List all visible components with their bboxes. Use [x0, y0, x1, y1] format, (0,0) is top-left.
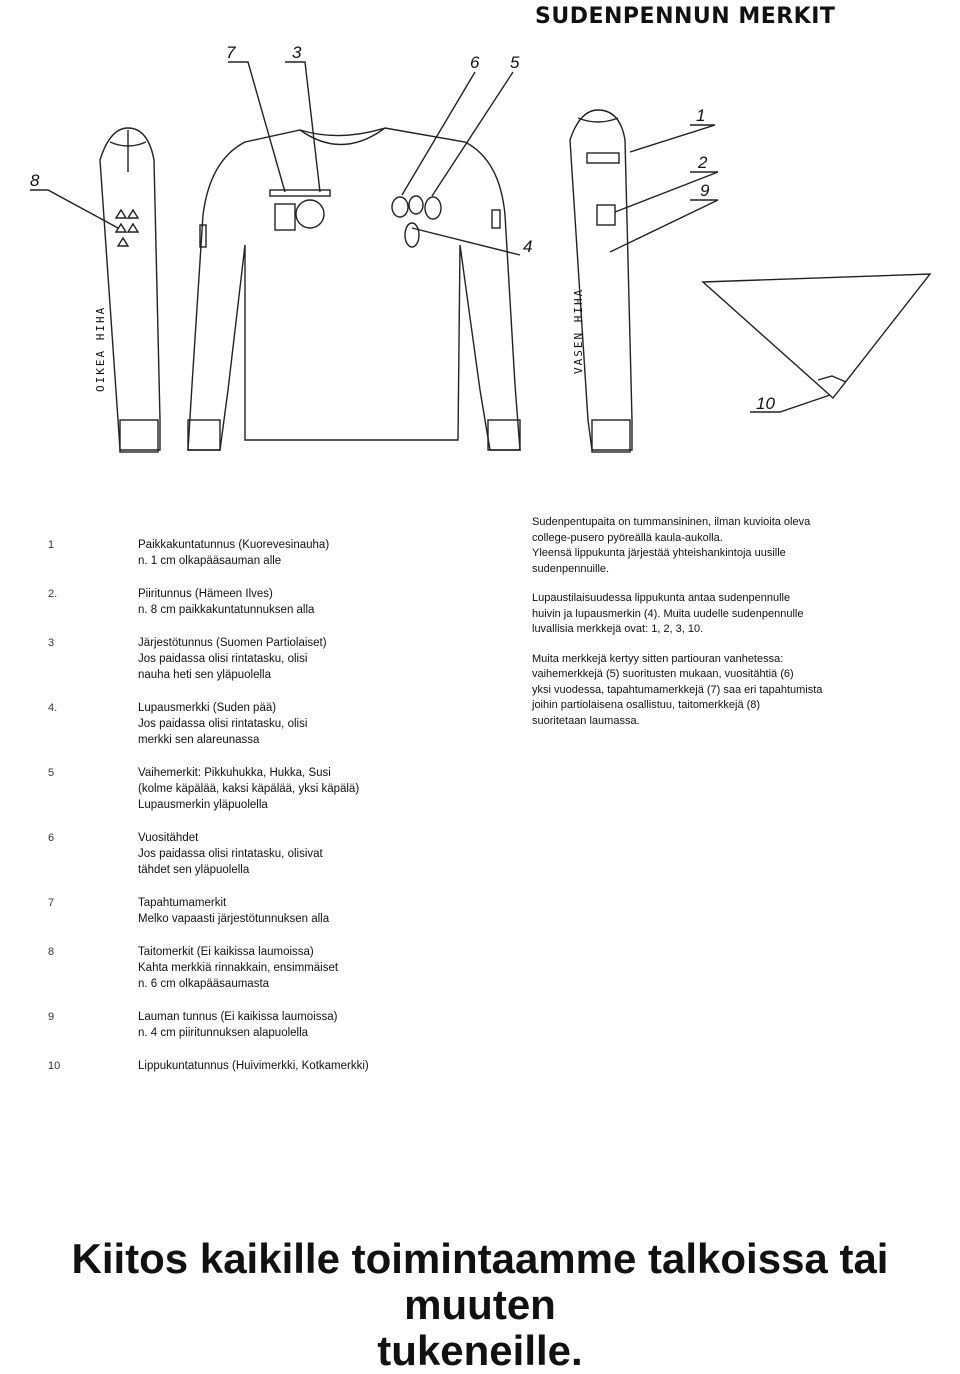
legend-item — [48, 537, 468, 569]
legend-text-line: Kahta merkkiä rinnakkain, ensimmäiset — [138, 962, 339, 974]
callout-7: 7 — [226, 43, 236, 62]
legend-item — [48, 635, 468, 683]
legend-text-line: n. 6 cm olkapääsaumasta — [138, 978, 270, 990]
legend-item — [48, 895, 468, 927]
legend-item — [48, 1009, 468, 1041]
legend-number: 1 — [48, 539, 55, 551]
legend-text-line: n. 8 cm paikkakuntatunnuksen alla — [138, 604, 315, 616]
note-line: Muita merkkejä kertyy sitten partiouran vanhetessa: — [532, 652, 784, 665]
callout-8: 8 — [30, 171, 40, 190]
legend-number: 8 — [48, 946, 55, 958]
callout-9: 9 — [700, 181, 710, 200]
note-paragraph — [532, 591, 932, 638]
callout-1: 1 — [696, 106, 706, 125]
callout-2: 2 — [698, 153, 708, 172]
legend-number: 2. — [48, 588, 58, 600]
legend-item — [48, 765, 468, 813]
legend-number: 3 — [48, 637, 55, 649]
page-title: SUDENPENNUN MERKIT — [535, 4, 836, 29]
legend-text-line: (kolme käpälää, kaksi käpälää, yksi käpälä) — [138, 783, 360, 795]
callout-3: 3 — [292, 43, 302, 62]
legend-text-line: Melko vapaasti järjestötunnuksen alla — [138, 913, 330, 925]
scarf-outline — [703, 274, 930, 398]
legend-text-line: Vuositähdet — [138, 832, 199, 844]
note-line: sudenpennuille. — [532, 562, 610, 575]
legend-text-line: Jos paidassa olisi rintatasku, olisivat — [138, 848, 323, 860]
legend-item — [48, 1058, 468, 1074]
legend-text-line: Lippukuntatunnus (Huivimerkki, Kotkamerkki) — [138, 1060, 369, 1072]
legend-text-line: Taitomerkit (Ei kaikissa laumoissa) — [138, 946, 314, 958]
left-sleeve-outline — [570, 110, 632, 450]
legend-text-line: Lupausmerkin yläpuolella — [138, 799, 268, 811]
legend-text-line: Järjestötunnus (Suomen Partiolaiset) — [138, 637, 327, 649]
legend-text-line: merkki sen alareunassa — [138, 734, 260, 746]
note-line: Yleensä lippukunta järjestää yhteishankintoja uusille — [532, 547, 786, 559]
legend-text-line: Jos paidassa olisi rintatasku, olisi — [138, 718, 308, 730]
callout-6: 6 — [470, 53, 480, 72]
legend-text-line: Vaihemerkit: Pikkuhukka, Hukka, Susi — [138, 767, 331, 779]
note-paragraph — [532, 515, 932, 577]
legend-text-line: Lauman tunnus (Ei kaikissa laumoissa) — [138, 1011, 338, 1023]
legend-number: 10 — [48, 1060, 61, 1072]
note-paragraph — [532, 652, 932, 730]
legend-item — [48, 830, 468, 878]
right-sleeve-outline — [100, 128, 160, 450]
note-line: Sudenpentupaita on tummansininen, ilman kuvioita oleva — [532, 516, 811, 528]
legend-item — [48, 586, 468, 618]
thanks-line-1: Kiitos kaikille toimintaamme talkoissa tai muuten — [71, 1235, 889, 1328]
legend-number: 9 — [48, 1011, 55, 1023]
legend-number: 4. — [48, 702, 58, 714]
legend-number: 5 — [48, 767, 55, 779]
note-line: joihin partiolaisena osallistuu, taitomerkkejä (8) — [532, 699, 761, 711]
legend-text-line: n. 1 cm olkapääsauman alle — [138, 555, 282, 567]
shirt-outline — [188, 128, 520, 450]
legend-number: 7 — [48, 897, 55, 909]
badge-legend — [48, 537, 468, 1091]
legend-text-line: Paikkakuntatunnus (Kuorevesinauha) — [138, 539, 330, 551]
note-line: luvallisia merkkejä ovat: 1, 2, 3, 10. — [532, 623, 704, 635]
note-line: huivin ja lupausmerkin (4). Muita uudelle sudenpennulle — [532, 607, 804, 620]
thanks-line-2: tukeneille. — [377, 1327, 583, 1374]
right-sleeve-label: OIKEA HIHA — [94, 305, 107, 392]
note-line: Lupaustilaisuudessa lippukunta antaa sudenpennulle — [532, 592, 791, 604]
legend-text-line: Jos paidassa olisi rintatasku, olisi — [138, 653, 308, 665]
note-line: college-pusero pyöreällä kaula-aukolla. — [532, 531, 723, 544]
callout-5: 5 — [510, 53, 520, 72]
legend-item — [48, 944, 468, 992]
legend-text-line: Tapahtumamerkit — [138, 897, 227, 909]
legend-number: 6 — [48, 832, 55, 844]
note-line: suoritetaan laumassa. — [532, 714, 640, 727]
legend-text-line: Piiritunnus (Hämeen Ilves) — [138, 588, 273, 600]
callout-4: 4 — [523, 237, 533, 256]
legend-text-line: n. 4 cm piiritunnuksen alapuolella — [138, 1027, 309, 1039]
legend-text-line: Lupausmerkki (Suden pää) — [138, 702, 277, 714]
thanks-message — [0, 1236, 960, 1374]
note-line: vaihemerkkejä (5) suoritusten mukaan, vuositähtiä (6) — [532, 668, 794, 680]
uniform-diagram — [0, 0, 960, 470]
note-line: yksi vuodessa, tapahtumamerkkejä (7) saa eri tapahtumista — [532, 683, 823, 696]
legend-text-line: nauha heti sen yläpuolella — [138, 669, 271, 681]
callout-10: 10 — [756, 394, 775, 413]
legend-text-line: tähdet sen yläpuolella — [138, 864, 250, 876]
legend-item — [48, 700, 468, 748]
left-sleeve-label: VASEN HIHA — [572, 287, 585, 374]
shirt-notes — [532, 515, 932, 743]
